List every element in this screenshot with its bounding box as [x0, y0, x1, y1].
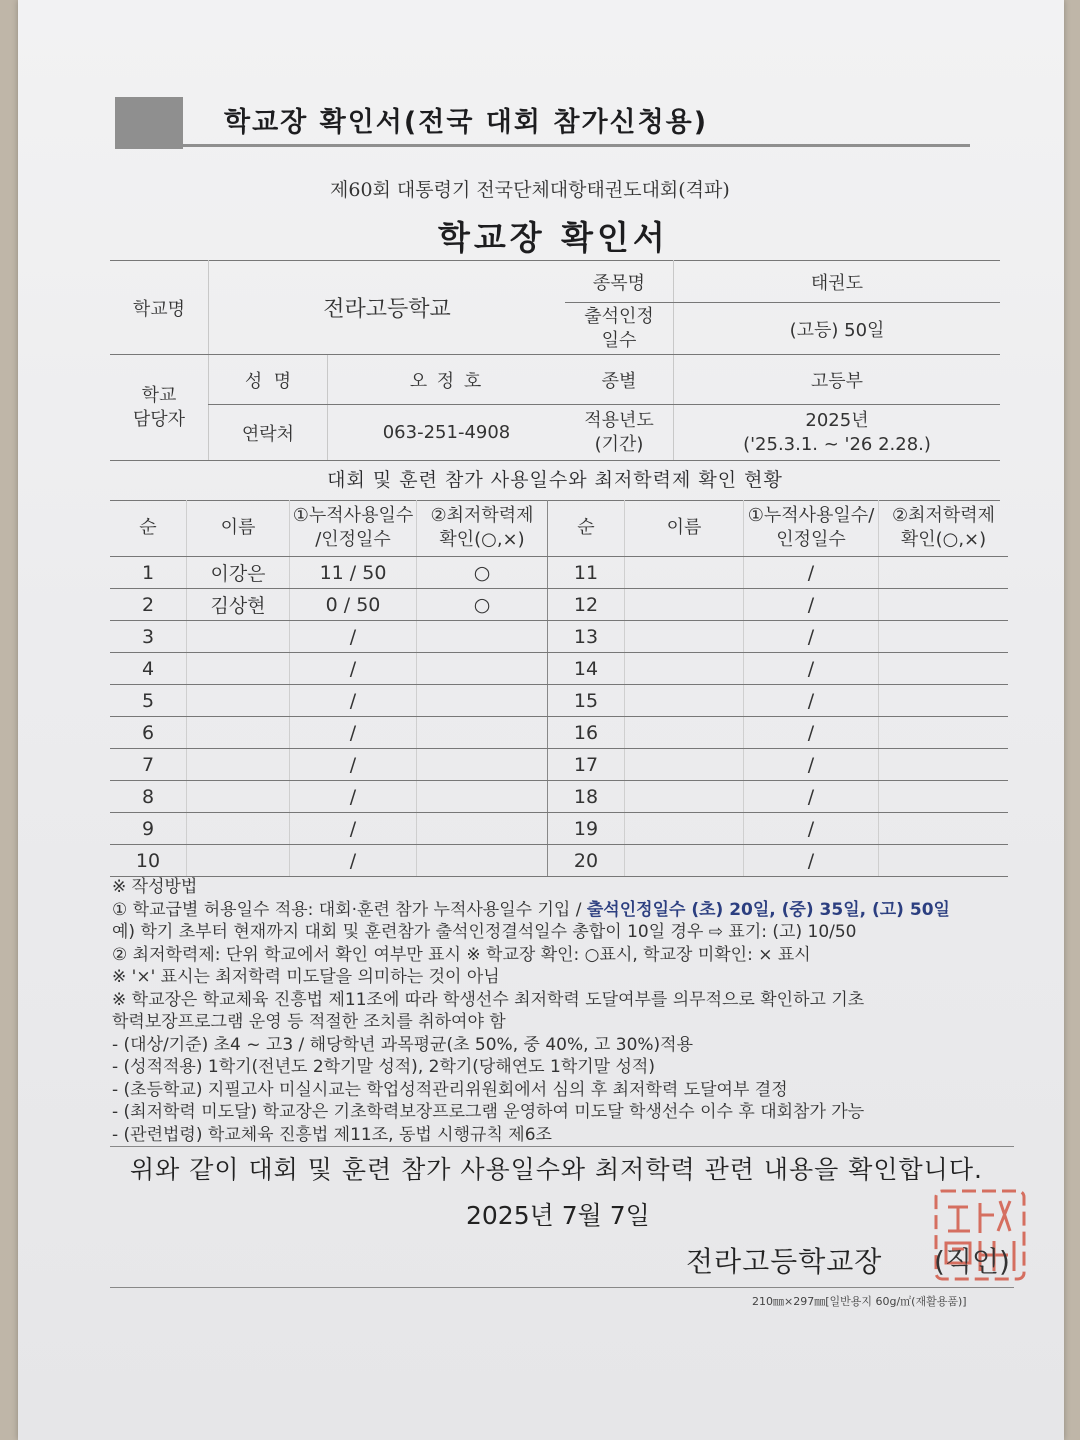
instruction-line: ※ 학교장은 학교체육 진흥법 제11조에 따라 학생선수 최저학력 도달여부를 의무적으로 확인하고 기초 [112, 989, 865, 1010]
row-name [187, 749, 290, 781]
row-days: / [290, 749, 417, 781]
confirmation-statement: 위와 같이 대회 및 훈련 참가 사용일수와 최저학력 관련 내용을 확인합니다. [130, 1155, 983, 1184]
row-name-2 [625, 845, 744, 877]
row-academic [417, 653, 548, 685]
row-academic-2 [879, 557, 1009, 589]
row-days-2: / [744, 717, 879, 749]
row-days-2: / [744, 653, 879, 685]
col-academic: ②최저학력제 확인(○,×) [417, 500, 548, 557]
row-no: 7 [110, 749, 187, 781]
row-no-2: 13 [548, 621, 625, 653]
col-days-2: ①누적사용일수/ 인정일수 [744, 500, 879, 557]
instruction-line: - (초등학교) 지필고사 미실시교는 학업성적관리위원회에서 심의 후 최저학력 도달여부 결정 [112, 1079, 788, 1100]
row-academic-2 [879, 781, 1009, 813]
main-title: 학교장 확인서 [438, 218, 669, 257]
instructions-heading: ※ 작성방법 [112, 877, 198, 897]
school-value: 전라고등학교 [209, 261, 566, 355]
row-academic [417, 749, 548, 781]
row-name-2 [625, 653, 744, 685]
row-no-2: 12 [548, 589, 625, 621]
attendance-allowance-emphasis: 출석인정일수 (초) 20일, (중) 35일, (고) 50일 [586, 899, 950, 920]
row-name-2 [625, 685, 744, 717]
row-no-2: 16 [548, 717, 625, 749]
row-no-2: 20 [548, 845, 625, 877]
row-academic-2 [879, 813, 1009, 845]
row-name-2 [625, 781, 744, 813]
row-days-2: / [744, 589, 879, 621]
row-academic: ○ [417, 589, 548, 621]
participant-table [110, 500, 1008, 877]
row-academic-2 [879, 621, 1009, 653]
type-label: 종별 [565, 355, 674, 405]
row-days-2: / [744, 781, 879, 813]
row-no: 6 [110, 717, 187, 749]
row-academic [417, 813, 548, 845]
col-no: 순 [110, 500, 187, 557]
table-row [110, 845, 1008, 877]
col-name-2: 이름 [625, 500, 744, 557]
row-days: / [290, 813, 417, 845]
table-row [110, 685, 1008, 717]
col-name: 이름 [187, 500, 290, 557]
row-academic-2 [879, 653, 1009, 685]
row-academic [417, 621, 548, 653]
attend-value: (고등) 50일 [674, 303, 1001, 355]
row-name [187, 621, 290, 653]
row-academic-2 [879, 749, 1009, 781]
table-row [110, 749, 1008, 781]
col-no-2: 순 [548, 500, 625, 557]
row-name [187, 685, 290, 717]
row-no: 8 [110, 781, 187, 813]
instruction-line: ② 최저학력제: 단위 학교에서 확인 여부만 표시 ※ 학교장 확인: ○표시, 학교장 미확인: × 표시 [112, 944, 811, 965]
info-table [110, 260, 1000, 461]
document-date: 2025년 7월 7일 [466, 1201, 650, 1230]
manager-label: 학교 담당자 [110, 355, 209, 461]
instruction-line: - (관련법령) 학교체육 진흥법 제11조, 동법 시행규칙 제6조 [112, 1124, 552, 1145]
table-row [110, 813, 1008, 845]
row-days: / [290, 845, 417, 877]
row-days: 11 / 50 [290, 557, 417, 589]
instruction-line [112, 899, 1012, 922]
name-value: 오 정 호 [328, 355, 566, 405]
school-label: 학교명 [110, 261, 209, 355]
table-row [110, 621, 1008, 653]
row-days: / [290, 717, 417, 749]
row-no: 3 [110, 621, 187, 653]
paper-spec-footer: 210㎜×297㎜[일반용지 60g/㎡(재활용품)] [752, 1295, 967, 1308]
seal-label: (직인) [934, 1245, 1010, 1278]
instruction-line: ※ '×' 표시는 최저학력 미도달을 의미하는 것이 아님 [112, 967, 500, 987]
row-academic: ○ [417, 557, 548, 589]
event-label: 종목명 [565, 261, 674, 303]
form-header-title: 학교장 확인서(전국 대회 참가신청용) [224, 107, 709, 138]
row-days: / [290, 653, 417, 685]
row-academic-2 [879, 717, 1009, 749]
row-no: 1 [110, 557, 187, 589]
row-name [187, 845, 290, 877]
instruction-line: 예) 학기 초부터 현재까지 대회 및 훈련참가 출석인정결석일수 총합이 10일 경우 ⇨ 표기: (고) 10/50 [112, 922, 857, 942]
row-name [187, 717, 290, 749]
row-no-2: 18 [548, 781, 625, 813]
row-no: 10 [110, 845, 187, 877]
table-row [110, 717, 1008, 749]
col-days: ①누적사용일수 /인정일수 [290, 500, 417, 557]
event-value: 태권도 [674, 261, 1001, 303]
row-no: 2 [110, 589, 187, 621]
row-days: / [290, 781, 417, 813]
row-name-2 [625, 717, 744, 749]
instruction-line: 학력보장프로그램 운영 등 적절한 조치를 취하여야 함 [112, 1012, 506, 1032]
col-academic-2: ②최저학력제 확인(○,×) [879, 500, 1009, 557]
row-days-2: / [744, 813, 879, 845]
confirm-divider-bottom [110, 1287, 1014, 1288]
row-academic [417, 781, 548, 813]
row-academic [417, 845, 548, 877]
row-name-2 [625, 813, 744, 845]
header-rule [115, 144, 970, 147]
row-name: 이강은 [187, 557, 290, 589]
instruction-text: ① 학교급별 허용일수 적용: 대회·훈련 참가 누적사용일수 기입 / [112, 899, 587, 920]
attend-label: 출석인정 일수 [565, 303, 674, 355]
row-name-2 [625, 621, 744, 653]
row-academic-2 [879, 589, 1009, 621]
instruction-line: - (최저학력 미도달) 학교장은 기초학력보장프로그램 운영하여 미도달 학생선수 이수 후 대회참가 가능 [112, 1102, 865, 1122]
row-no: 9 [110, 813, 187, 845]
row-no-2: 11 [548, 557, 625, 589]
table-row [110, 557, 1008, 589]
table-row [110, 781, 1008, 813]
year-label: 적용년도 (기간) [565, 405, 674, 461]
instructions-section [112, 876, 1012, 1146]
row-days-2: / [744, 685, 879, 717]
row-days: / [290, 621, 417, 653]
row-academic-2 [879, 685, 1009, 717]
row-days-2: / [744, 749, 879, 781]
table-row [110, 653, 1008, 685]
year-value: 2025년 ('25.3.1. ~ '26 2.28.) [674, 405, 1001, 461]
row-academic-2 [879, 845, 1009, 877]
row-no-2: 19 [548, 813, 625, 845]
row-name [187, 813, 290, 845]
row-academic [417, 685, 548, 717]
row-no: 5 [110, 685, 187, 717]
contact-label: 연락처 [209, 405, 328, 461]
instruction-line: - (대상/기준) 초4 ~ 고3 / 해당학년 과목평균(초 50%, 중 40%, 고 30%)적용 [112, 1034, 694, 1055]
contact-value: 063-251-4908 [328, 405, 566, 461]
row-name-2 [625, 589, 744, 621]
row-days-2: / [744, 621, 879, 653]
event-title: 제60회 대통령기 전국단체대항태권도대회(격파) [330, 179, 730, 201]
row-name-2 [625, 557, 744, 589]
row-no-2: 14 [548, 653, 625, 685]
table-row [110, 589, 1008, 621]
row-name: 김상현 [187, 589, 290, 621]
name-label: 성 명 [209, 355, 328, 405]
row-days-2: / [744, 557, 879, 589]
table-header-row [110, 500, 1008, 557]
row-name [187, 781, 290, 813]
school-principal-signer: 전라고등학교장 [686, 1245, 883, 1278]
row-no-2: 15 [548, 685, 625, 717]
row-no-2: 17 [548, 749, 625, 781]
row-days: 0 / 50 [290, 589, 417, 621]
status-section-title: 대회 및 훈련 참가 사용일수와 최저학력제 확인 현황 [110, 460, 1000, 501]
row-name-2 [625, 749, 744, 781]
row-days: / [290, 685, 417, 717]
header-gray-block [115, 97, 183, 149]
instruction-line: - (성적적용) 1학기(전년도 2학기말 성적), 2학기(당해연도 1학기말 성적) [112, 1057, 655, 1077]
row-academic [417, 717, 548, 749]
confirm-divider-top [110, 1146, 1014, 1147]
row-days-2: / [744, 845, 879, 877]
row-name [187, 653, 290, 685]
row-no: 4 [110, 653, 187, 685]
type-value: 고등부 [674, 355, 1001, 405]
